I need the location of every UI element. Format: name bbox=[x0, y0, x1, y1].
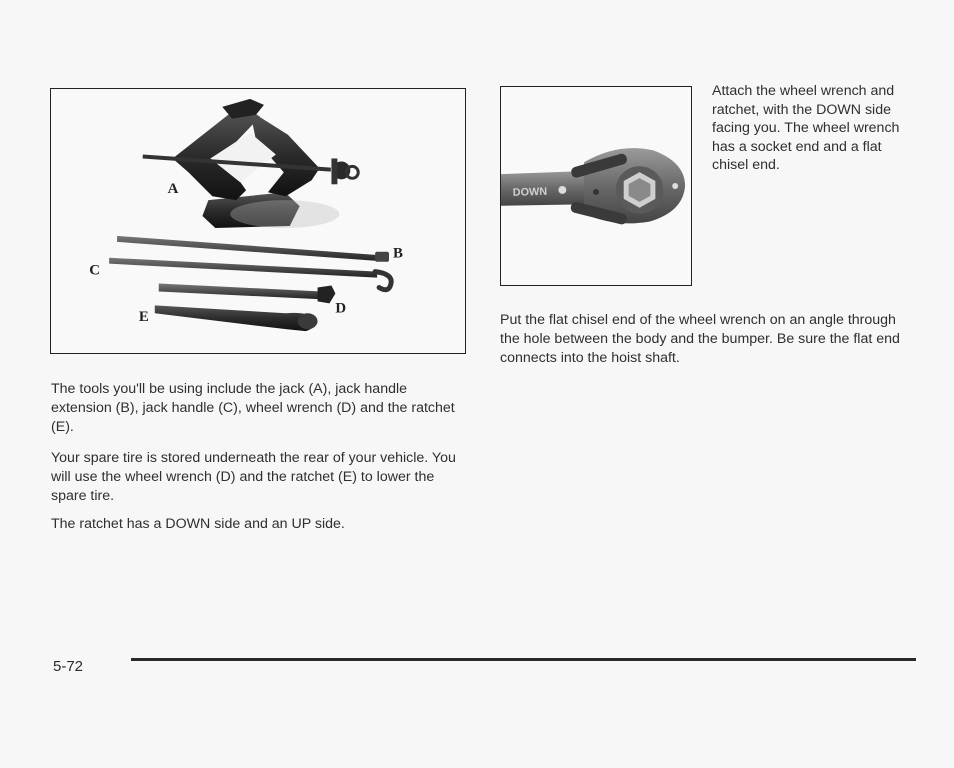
jack-handle-extension bbox=[117, 236, 389, 262]
page-number: 5-72 bbox=[53, 658, 84, 675]
ratchet-paragraph: The ratchet has a DOWN side and an UP side. bbox=[51, 516, 345, 532]
ratchet bbox=[155, 305, 318, 331]
tools-paragraph: The tools you'll be using include the jack (A), jack handle extension (B), jack handle (C), wheel wrench (D) and the ratchet (E). bbox=[51, 381, 455, 435]
scissor-jack bbox=[143, 99, 359, 228]
tools-illustration bbox=[51, 89, 465, 353]
label-d: D bbox=[335, 300, 347, 317]
jack-handle bbox=[109, 258, 391, 290]
footer-rule bbox=[131, 658, 916, 661]
attach-paragraph: Attach the wheel wrench and ratchet, with the DOWN side facing you. The wheel wrench has a socket end and a flat chisel end. bbox=[712, 83, 900, 174]
label-e: E bbox=[138, 309, 149, 326]
wrench-stamp: DOWN bbox=[512, 185, 548, 199]
label-a: A bbox=[167, 181, 179, 198]
chisel-paragraph: Put the flat chisel end of the wheel wrench on an angle through the hole between the body and the bumper. Be sure the flat end connects into the hoist shaft. bbox=[500, 312, 900, 366]
wrench-illustration bbox=[501, 87, 691, 285]
wheel-wrench bbox=[159, 284, 336, 304]
wrench-figure bbox=[500, 86, 692, 286]
label-c: C bbox=[89, 262, 101, 279]
label-b: B bbox=[392, 245, 403, 262]
spare-tire-paragraph: Your spare tire is stored underneath the rear of your vehicle. You will use the wheel wrench (D) and the ratchet (E) to lower the spare tire. bbox=[51, 450, 456, 504]
tools-figure bbox=[50, 88, 466, 354]
